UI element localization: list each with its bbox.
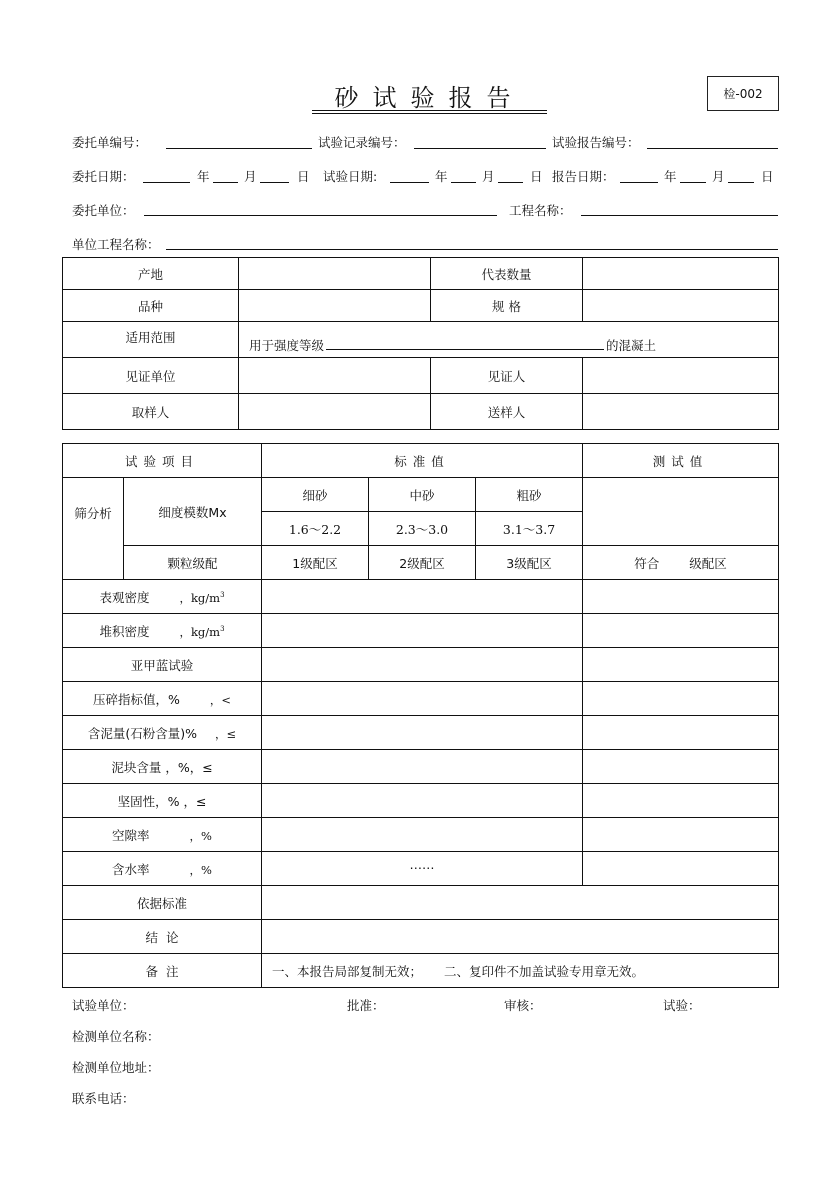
quantity-label: 代表数量 [431, 258, 583, 290]
year-label: 年 [664, 169, 677, 184]
col-header-item: 试验项目 [63, 444, 262, 478]
tester-label: 试验： [663, 998, 701, 1013]
title-underline [312, 110, 547, 111]
unit-text: ，kg/m [179, 624, 221, 639]
soundness-label: 坚固性，% ，≤ [63, 784, 262, 818]
remarks-text-1: 一、本报告局部复制无效； [272, 963, 423, 979]
table-row [63, 818, 779, 852]
table-row [63, 750, 779, 784]
table-row [63, 716, 779, 750]
project-name-label: 工程名称： [509, 203, 572, 218]
test-year-field[interactable] [390, 182, 429, 183]
witness-unit-value[interactable] [239, 358, 431, 394]
fineness-modulus-label: 细度模数Mx [124, 478, 262, 546]
day-label: 日 [530, 169, 543, 184]
report-title: 砂试验报告 [334, 84, 525, 112]
sieve-analysis-label [63, 478, 124, 580]
witness-value[interactable] [583, 358, 779, 394]
commission-no-field[interactable] [166, 148, 312, 149]
scope-label [63, 322, 239, 358]
record-no-field[interactable] [414, 148, 546, 149]
test-date-label: 试验日期: [323, 169, 378, 184]
crushing-index-value[interactable] [583, 682, 779, 716]
test-day-field[interactable] [498, 182, 523, 183]
day-label: 日 [297, 169, 310, 184]
row-unit: ，< [209, 692, 232, 707]
coarse-sand-label: 粗砂 [476, 478, 583, 512]
title-underline-double [312, 113, 547, 114]
bulk-density-value[interactable] [583, 614, 779, 648]
sieve-analysis-text: 筛分析 [74, 505, 112, 521]
commission-date-label: 委托日期： [72, 169, 135, 184]
project-name-field[interactable] [581, 215, 778, 216]
ellipsis: …… [409, 857, 435, 872]
variety-label: 品种 [63, 290, 239, 322]
apparent-density-standard[interactable] [262, 580, 583, 614]
grading-label: 颗粒级配 [124, 546, 262, 580]
col-header-standard: 标准值 [262, 444, 583, 478]
zone1-label: 1级配区 [262, 546, 369, 580]
mud-content-value[interactable] [583, 716, 779, 750]
clay-lump-value[interactable] [583, 750, 779, 784]
form-code: 检-002 [723, 87, 763, 101]
conform-label: 符合 [634, 555, 660, 571]
sender-label: 送样人 [431, 394, 583, 430]
client-unit-label: 委托单位： [72, 203, 135, 218]
remarks-text-2: 二、复印件不加盖试验专用章无效。 [444, 963, 645, 979]
table-row [63, 614, 779, 648]
commission-year-field[interactable] [143, 182, 190, 183]
unit-sup: 3 [220, 590, 225, 599]
row-unit: ，% [189, 828, 212, 843]
basis-label: 依据标准 [63, 886, 262, 920]
form-code-box [707, 76, 779, 111]
quantity-value[interactable] [583, 258, 779, 290]
variety-value[interactable] [239, 290, 431, 322]
medium-sand-label: 中砂 [369, 478, 476, 512]
month-label: 月 [712, 169, 725, 184]
void-ratio-standard[interactable] [262, 818, 583, 852]
void-ratio-value[interactable] [583, 818, 779, 852]
scope-value [239, 322, 779, 358]
row-unit: ，≤ [215, 726, 237, 741]
medium-sand-range: 2.3～3.0 [369, 512, 476, 546]
origin-label: 产地 [63, 258, 239, 290]
strength-grade-field[interactable] [326, 337, 604, 350]
witness-unit-label: 见证单位 [63, 358, 239, 394]
lab-name-label: 检测单位名称： [72, 1029, 160, 1044]
scope-prefix: 用于强度等级 [249, 337, 325, 353]
row-unit: ，% [189, 862, 212, 877]
report-day-field[interactable] [728, 182, 754, 183]
methylene-blue-value[interactable] [583, 648, 779, 682]
row-name: 含泥量(石粉含量)% [87, 725, 197, 741]
year-label: 年 [197, 169, 210, 184]
day-label: 日 [761, 169, 774, 184]
commission-day-field[interactable] [260, 182, 289, 183]
row-unit [179, 624, 224, 640]
fine-sand-label: 细砂 [262, 478, 369, 512]
sender-value[interactable] [583, 394, 779, 430]
month-label: 月 [244, 169, 257, 184]
methylene-blue-standard[interactable] [262, 648, 583, 682]
table-row [63, 580, 779, 614]
crushing-index-standard[interactable] [262, 682, 583, 716]
row-name: 含水率 [112, 861, 150, 877]
unit-project-label: 单位工程名称： [72, 237, 160, 252]
sampler-label: 取样人 [63, 394, 239, 430]
sample-info-table [62, 257, 779, 430]
conclusion-label: 结 论 [63, 920, 262, 954]
year-label: 年 [435, 169, 448, 184]
report-no-field[interactable] [647, 148, 778, 149]
commission-no-label: 委托单编号： [72, 135, 148, 150]
review-label: 审核： [504, 998, 542, 1013]
conclusion-value[interactable] [262, 920, 779, 954]
report-date-label: 报告日期： [552, 169, 615, 184]
commission-month-field[interactable] [213, 182, 238, 183]
fineness-modulus-value[interactable] [583, 478, 779, 546]
table-row [63, 852, 779, 886]
col-header-measured: 测试值 [583, 444, 779, 478]
void-ratio-label [63, 818, 262, 852]
soundness-value[interactable] [583, 784, 779, 818]
zone-suffix-label: 级配区 [689, 555, 727, 571]
witness-label: 见证人 [431, 358, 583, 394]
remarks-label: 备 注 [63, 954, 262, 988]
table-row [63, 648, 779, 682]
coarse-sand-range: 3.1～3.7 [476, 512, 583, 546]
test-month-field[interactable] [451, 182, 476, 183]
report-month-field[interactable] [680, 182, 706, 183]
scope-label-text: 适用范围 [125, 329, 176, 345]
mud-content-standard[interactable] [262, 716, 583, 750]
month-label: 月 [482, 169, 495, 184]
test-unit-label: 试验单位： [72, 998, 135, 1013]
report-no-label: 试验报告编号： [552, 135, 640, 150]
moisture-standard[interactable] [262, 852, 583, 886]
spec-label: 规 格 [431, 290, 583, 322]
table-row [63, 784, 779, 818]
row-name: 压碎指标值，% [92, 691, 180, 707]
table-row [63, 682, 779, 716]
unit-project-field[interactable] [166, 249, 778, 250]
row-unit [179, 590, 224, 606]
basis-value[interactable] [262, 886, 779, 920]
unit-text: ，kg/m [179, 590, 221, 605]
moisture-label [63, 852, 262, 886]
record-no-label: 试验记录编号： [318, 135, 406, 150]
row-name: 空隙率 [112, 827, 150, 843]
apparent-density-label [63, 580, 262, 614]
clay-lump-standard[interactable] [262, 750, 583, 784]
bulk-density-standard[interactable] [262, 614, 583, 648]
moisture-value[interactable] [583, 852, 779, 886]
bulk-density-label [63, 614, 262, 648]
row-name: 表观密度 [99, 589, 150, 605]
sampler-value[interactable] [239, 394, 431, 430]
remarks-value [262, 954, 779, 988]
zone2-label: 2级配区 [369, 546, 476, 580]
mud-content-label [63, 716, 262, 750]
clay-lump-label: 泥块含量 ，%，≤ [63, 750, 262, 784]
fine-sand-range: 1.6～2.2 [262, 512, 369, 546]
approve-label: 批准： [347, 998, 385, 1013]
test-results-table [62, 443, 779, 988]
apparent-density-value[interactable] [583, 580, 779, 614]
grading-value[interactable] [583, 546, 779, 580]
unit-sup: 3 [220, 624, 225, 633]
crushing-index-label [63, 682, 262, 716]
lab-address-label: 检测单位地址： [72, 1060, 160, 1075]
soundness-standard[interactable] [262, 784, 583, 818]
methylene-blue-label: 亚甲蓝试验 [63, 648, 262, 682]
phone-label: 联系电话： [72, 1091, 135, 1106]
spec-value[interactable] [583, 290, 779, 322]
scope-suffix: 的混凝土 [606, 337, 657, 353]
report-year-field[interactable] [620, 182, 658, 183]
origin-value[interactable] [239, 258, 431, 290]
client-unit-field[interactable] [144, 215, 497, 216]
row-name: 堆积密度 [99, 623, 150, 639]
zone3-label: 3级配区 [476, 546, 583, 580]
